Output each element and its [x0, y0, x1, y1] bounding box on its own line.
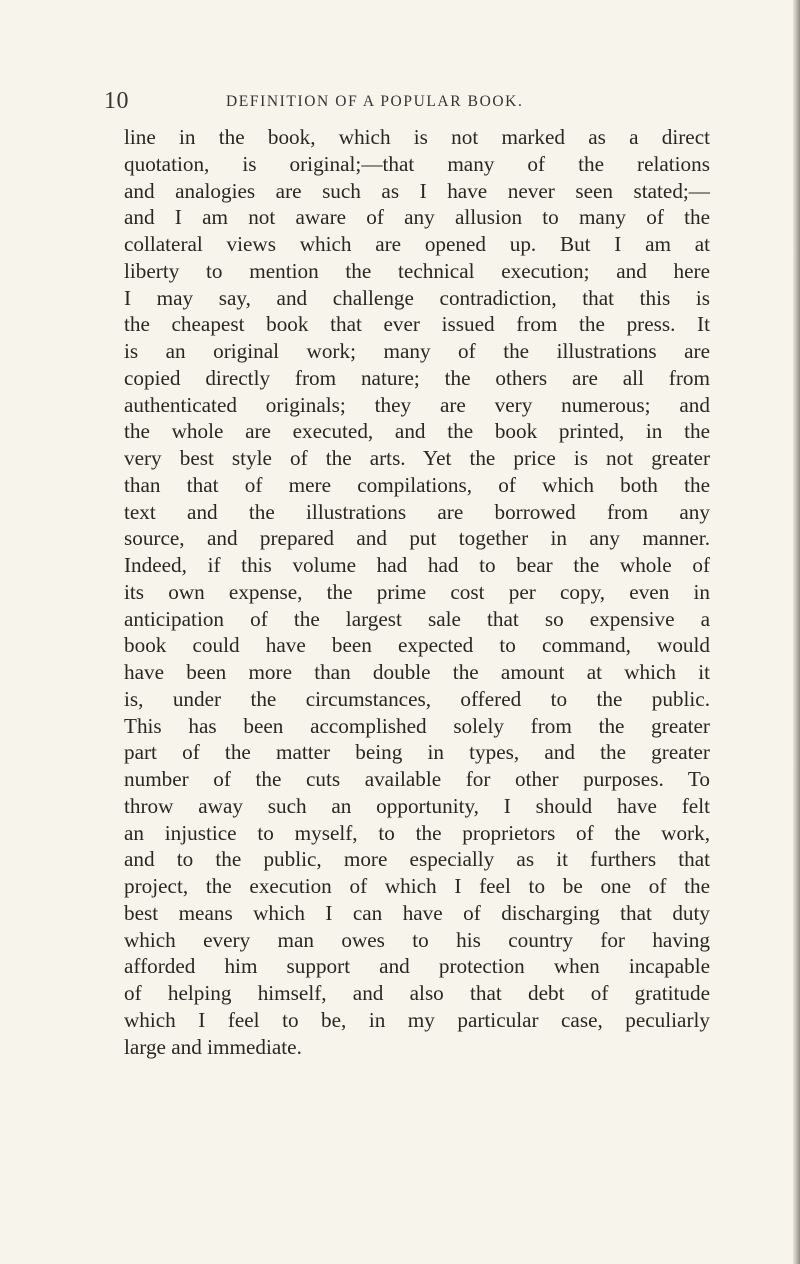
running-title: DEFINITION OF A POPULAR BOOK. — [226, 93, 524, 110]
text-line: afforded him support and protection when incapable — [124, 954, 710, 979]
text-line: is an original work; many of the illustrations are — [124, 339, 710, 363]
text-line: throw away such an opportunity, I should have felt — [124, 793, 710, 818]
text-line: and analogies are such as I have never seen stated;— — [124, 178, 710, 203]
text-line: Indeed, if this volume had had to bear the whole of — [124, 553, 710, 577]
text-line: than that of mere compilations, of which both the — [124, 472, 710, 497]
text-line: have been more than double the amount at which it — [124, 660, 710, 684]
body-paragraph — [124, 124, 710, 1060]
text-line: This has been accomplished solely from the greater — [124, 713, 710, 738]
text-line: large and immediate. — [124, 1034, 302, 1059]
text-line: is, under the circumstances, offered to the public. — [124, 686, 710, 711]
text-line: project, the execution of which I feel to be one of the — [124, 874, 710, 898]
text-line: number of the cuts available for other purposes. To — [124, 767, 710, 791]
text-line: quotation, is original;—that many of the relations — [124, 151, 710, 176]
text-line: book could have been expected to command, would — [124, 633, 710, 658]
text-line: text and the illustrations are borrowed from any — [124, 499, 710, 524]
text-line: and to the public, more especially as it furthers that — [124, 847, 710, 872]
text-line: and I am not aware of any allusion to many of the — [124, 205, 710, 230]
text-line: an injustice to myself, to the proprietors of the work, — [124, 820, 710, 845]
text-line: line in the book, which is not marked as a direct — [124, 125, 710, 149]
text-line: which I feel to be, in my particular case, peculiarly — [124, 1007, 710, 1032]
text-line: I may say, and challenge contradiction, that this is — [124, 285, 710, 310]
text-line: anticipation of the largest sale that so expensive a — [124, 606, 710, 631]
running-header — [0, 88, 800, 118]
page-edge-shadow — [793, 0, 800, 1264]
text-line: part of the matter being in types, and the greater — [124, 740, 710, 765]
text-line: the whole are executed, and the book printed, in the — [124, 419, 710, 444]
text-line: collateral views which are opened up. But I am at — [124, 232, 710, 256]
text-line: of helping himself, and also that debt of gratitude — [124, 981, 710, 1005]
text-line: its own expense, the prime cost per copy, even in — [124, 579, 710, 604]
text-line: liberty to mention the technical execution; and here — [124, 258, 710, 283]
text-line: authenticated originals; they are very numerous; and — [124, 392, 710, 417]
text-line: copied directly from nature; the others are all from — [124, 365, 710, 390]
text-line: very best style of the arts. Yet the price is not greater — [124, 446, 710, 470]
text-line: best means which I can have of discharging that duty — [124, 900, 710, 925]
text-line: the cheapest book that ever issued from the press. It — [124, 312, 710, 337]
page-number: 10 — [104, 88, 129, 114]
text-line: source, and prepared and put together in any manner. — [124, 526, 710, 551]
text-line: which every man owes to his country for having — [124, 927, 710, 952]
